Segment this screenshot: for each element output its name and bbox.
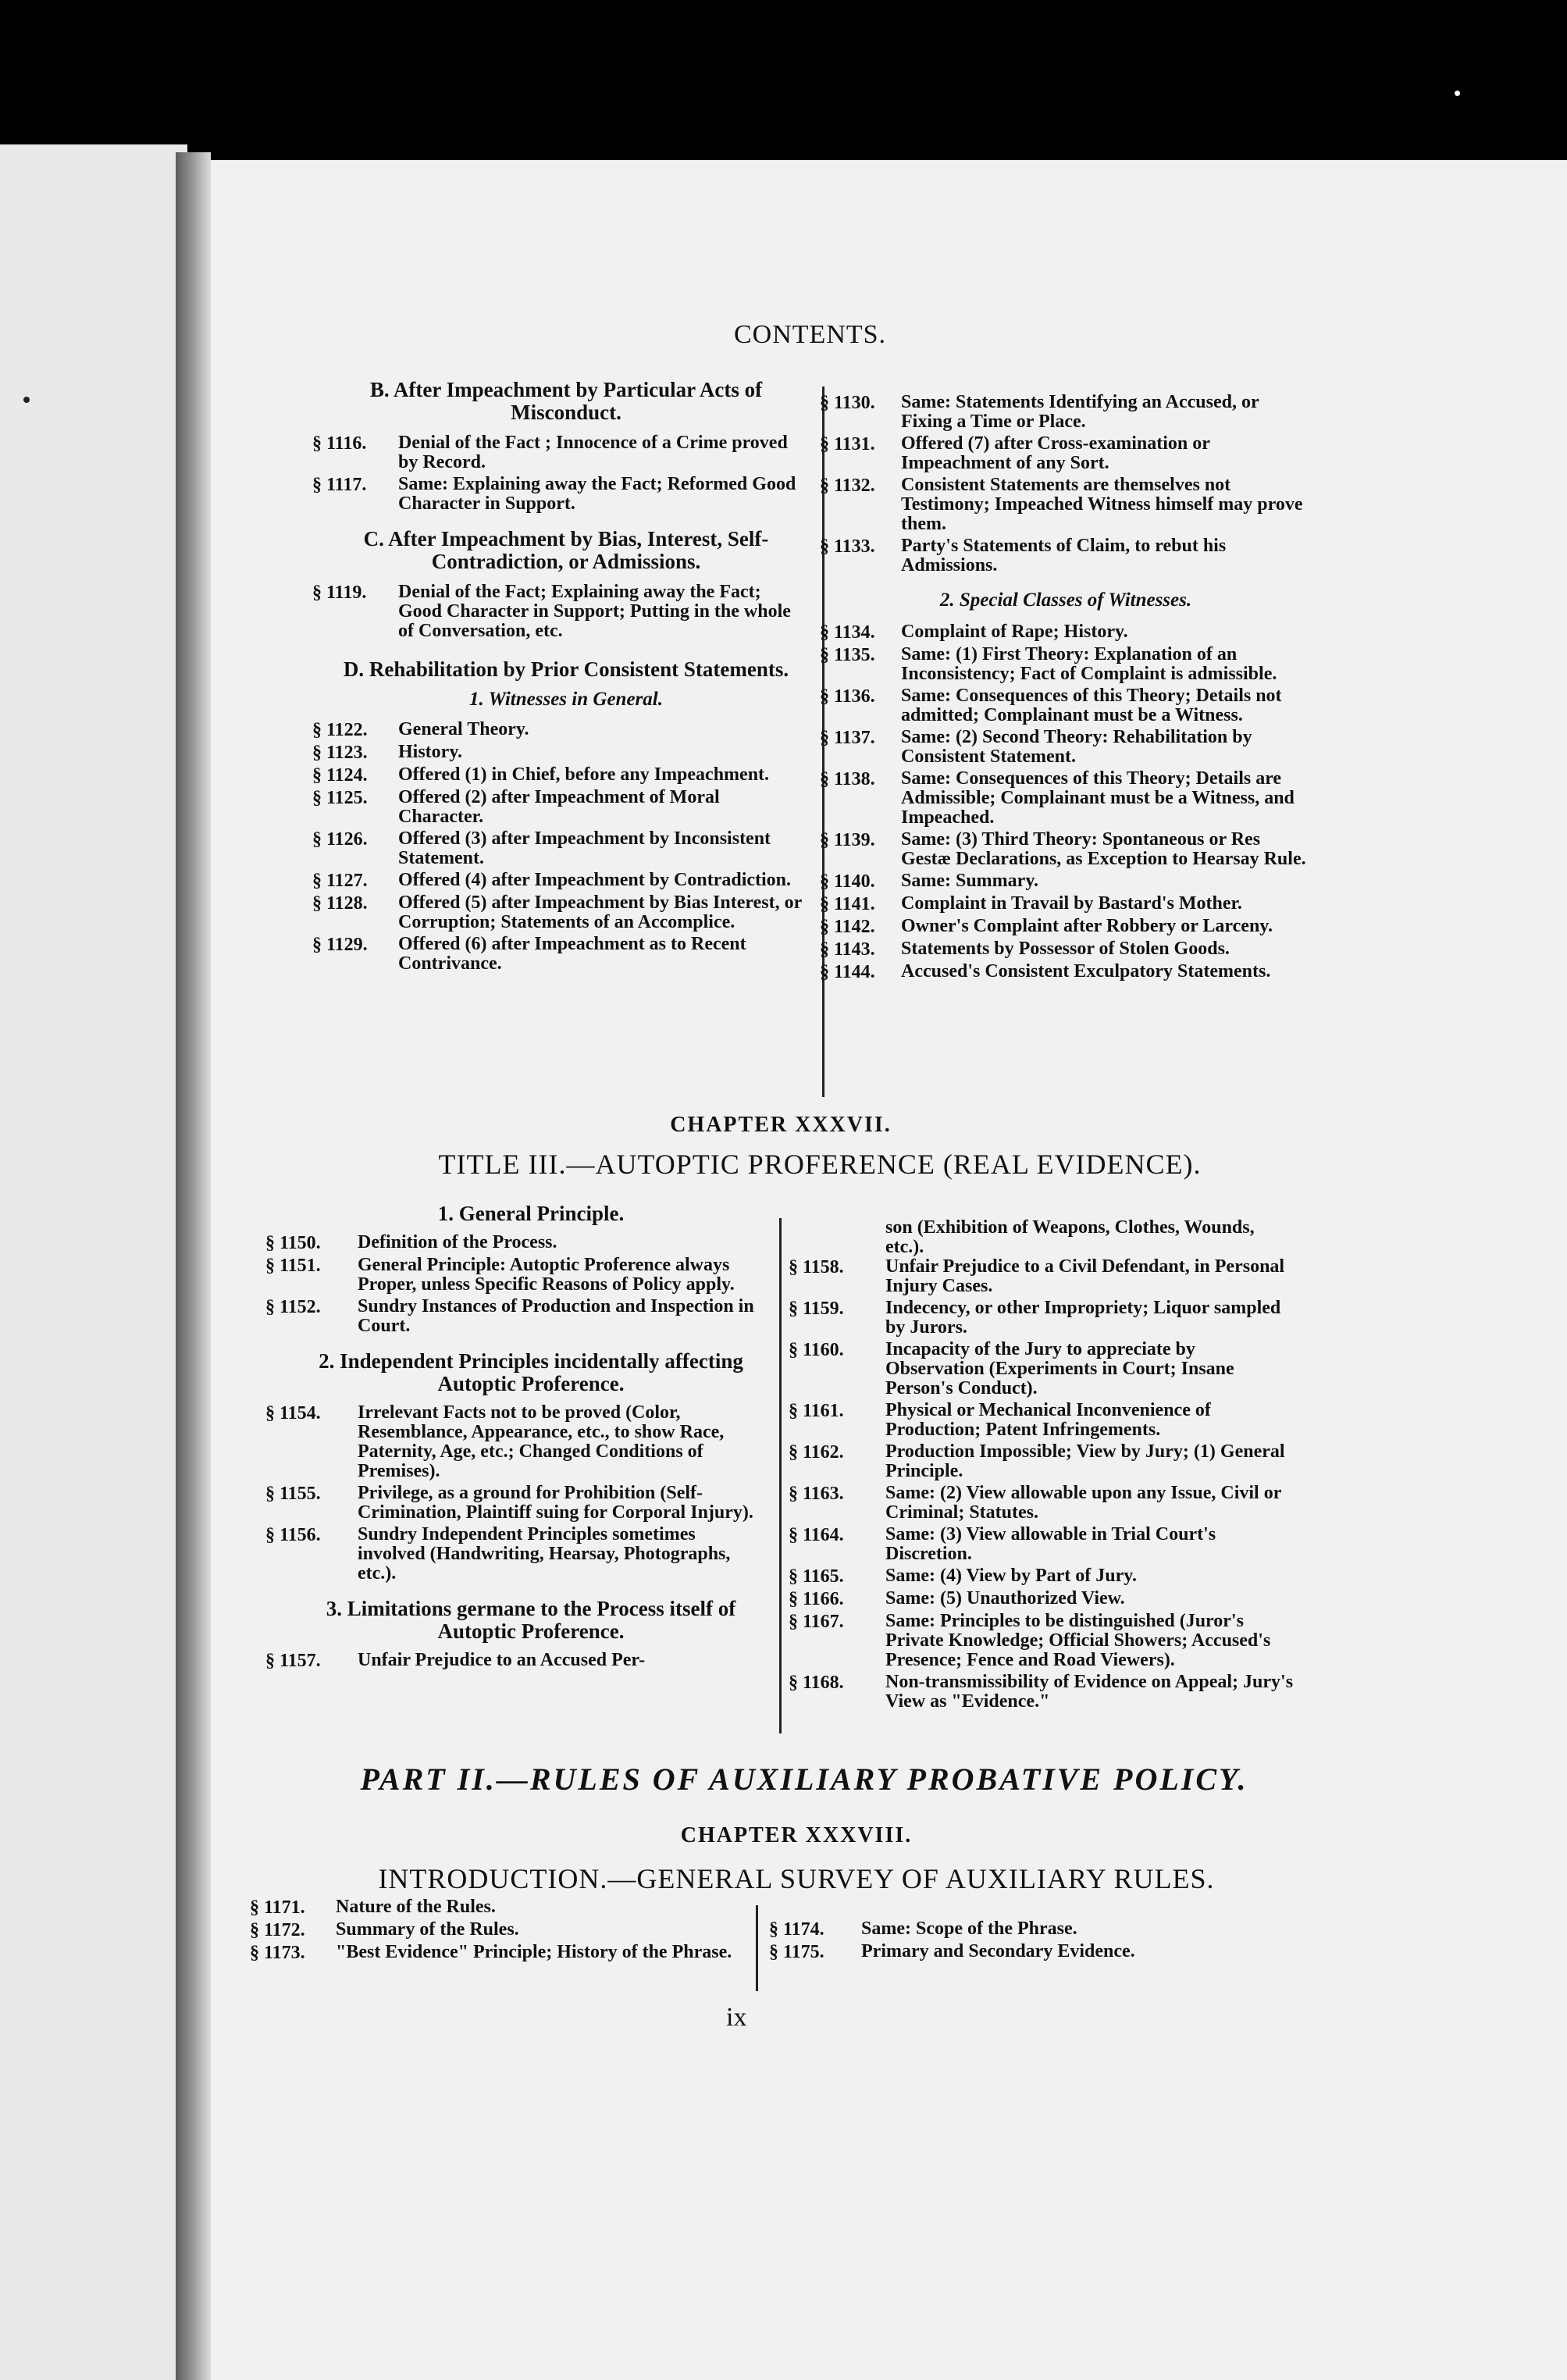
entry-title: Same: (4) View by Part of Jury. (885, 1566, 1137, 1586)
contents-entry (769, 1942, 1269, 1962)
section-number: § 1130. (820, 393, 875, 413)
section-number: § 1138. (820, 769, 875, 789)
heading-independent-principles: 2. Independent Principles incidentally affecting Autoptic Proference. (319, 1349, 743, 1395)
section-number: § 1175. (769, 1942, 824, 1962)
contents-entry (820, 645, 1312, 684)
contents-entry (820, 536, 1312, 575)
entry-title: Non-transmissibility of Evidence on Appeal; Jury's View as "Evidence." (885, 1672, 1294, 1712)
entry-title: Offered (6) after Impeachment as to Recent Contrivance. (398, 934, 746, 974)
contents-entry (265, 1256, 765, 1295)
entry-title: Offered (3) after Impeachment by Inconsistent Statement. (398, 828, 771, 868)
entry-title: Sundry Independent Principles sometimes involved (Handwriting, Hearsay, Photographs, etc.). (358, 1524, 731, 1584)
section-number: § 1165. (789, 1566, 844, 1587)
entry-title: Same: Consequences of this Theory; Details not admitted; Complainant must be a Witness. (901, 686, 1282, 725)
section-number: § 1150. (265, 1233, 321, 1253)
entry-title: Offered (1) in Chief, before any Impeachment. (398, 764, 770, 785)
entry-title: Same: Scope of the Phrase. (861, 1919, 1077, 1939)
heading-b: B. After Impeachment by Particular Acts of Misconduct. (369, 378, 763, 424)
section-number: § 1122. (312, 720, 368, 740)
section-number: § 1142. (820, 917, 875, 937)
entry-title: Privilege, as a ground for Prohibition (Self-Crimination, Plaintiff suing for Corporal Injury). (358, 1483, 753, 1523)
section-number: § 1124. (312, 765, 368, 786)
entry-title: Nature of the Rules. (336, 1897, 496, 1917)
entry-title: General Theory. (398, 719, 529, 739)
contents-entry (820, 830, 1312, 869)
contents-entry (312, 935, 804, 974)
contents-entry (312, 433, 804, 472)
entry-title: History. (398, 742, 462, 762)
section-number: § 1129. (312, 935, 368, 955)
entry-title: Owner's Complaint after Robbery or Larceny. (901, 916, 1273, 936)
entry-title: Irrelevant Facts not to be proved (Color, Resemblance, Appearance, etc., to show Race, Paternity, Age, etc.; Changed Conditions of Premises). (358, 1402, 725, 1481)
entry-title: Complaint in Travail by Bastard's Mother. (901, 893, 1242, 914)
entry-title: Statements by Possessor of Stolen Goods. (901, 939, 1230, 959)
heading-c: C. After Impeachment by Bias, Interest, Self-Contradiction, or Admissions. (363, 527, 769, 573)
title-3-heading: TITLE III.—AUTOPTIC PROFERENCE (REAL EVIDENCE). (438, 1149, 1202, 1180)
entry-title: Sundry Instances of Production and Inspection in Court. (358, 1296, 754, 1336)
section-number: § 1119. (312, 583, 367, 603)
contents-entry (820, 622, 1312, 643)
entry-title: Same: Explaining away the Fact; Reformed Good Character in Support. (398, 474, 796, 514)
contents-entry (312, 475, 804, 514)
part-2-heading: PART II.—RULES OF AUXILIARY PROBATIVE POLICY. (360, 1762, 1248, 1797)
contents-entry (312, 829, 804, 868)
contents-entry (265, 1484, 765, 1523)
contents-entry (265, 1525, 765, 1584)
section-number: § 1157. (265, 1651, 321, 1671)
chapter-38-heading: CHAPTER XXXVIII. (680, 1823, 913, 1847)
contents-entry (789, 1612, 1296, 1670)
dust-speck (1455, 91, 1460, 96)
heading-limitations: 3. Limitations germane to the Process itself of Autoptic Proference. (326, 1597, 736, 1643)
section-number: § 1166. (789, 1589, 844, 1609)
section-number: § 1171. (250, 1897, 305, 1918)
entry-title: Incapacity of the Jury to appreciate by Observation (Experiments in Court; Insane Person's Conduct). (885, 1339, 1234, 1398)
section-number: § 1143. (820, 939, 875, 960)
section-number: § 1140. (820, 871, 875, 892)
section-number: § 1126. (312, 829, 368, 850)
contents-entry (265, 1297, 765, 1336)
contents-entry (250, 1943, 734, 1963)
section-number: § 1141. (820, 894, 875, 914)
entry-title: Offered (7) after Cross-examination or Impeachment of any Sort. (901, 433, 1210, 473)
entry-title: Offered (4) after Impeachment by Contradiction. (398, 870, 792, 890)
contents-entry (312, 583, 804, 641)
contents-entry (250, 1897, 734, 1918)
contents-entry (769, 1919, 1269, 1940)
contents-entry (820, 686, 1312, 725)
section-number: § 1133. (820, 536, 875, 557)
entry-title: Accused's Consistent Exculpatory Statements. (901, 961, 1271, 982)
contents-entry (312, 871, 804, 891)
heading-general-principle: 1. General Principle. (437, 1202, 625, 1225)
entry-title: Unfair Prejudice to an Accused Per- (358, 1650, 646, 1670)
entry-title: Production Impossible; View by Jury; (1) General Principle. (885, 1441, 1285, 1481)
entry-title: Same: (3) Third Theory: Spontaneous or Res Gestæ Declarations, as Exception to Hearsay Rule. (901, 829, 1306, 869)
facing-page-edge (0, 144, 187, 2380)
entry-title: Same: Summary. (901, 871, 1038, 891)
contents-entry (820, 728, 1312, 767)
contents-entry (789, 1589, 1296, 1609)
section-number: § 1117. (312, 475, 367, 495)
entry-title: Same: Principles to be distinguished (Juror's Private Knowledge; Official Showers; Accused's Presence; Fence and Road Viewers). (885, 1611, 1271, 1670)
contents-entry (265, 1233, 765, 1253)
entry-title: Consistent Statements are themselves not Testimony; Impeached Witness himself may prove them. (901, 475, 1303, 534)
section-number: § 1158. (789, 1257, 844, 1277)
contents-entry (820, 393, 1312, 432)
entry-title: Summary of the Rules. (336, 1919, 519, 1940)
right-column-top (820, 393, 1312, 985)
section-number: § 1154. (265, 1403, 321, 1423)
subheading-special-classes: 2. Special Classes of Witnesses. (939, 590, 1192, 611)
contents-entry (820, 769, 1312, 828)
entry-title: Complaint of Rape; History. (901, 622, 1128, 642)
section-number: § 1161. (789, 1401, 844, 1421)
contents-entry (820, 962, 1312, 982)
entry-continuation: son (Exhibition of Weapons, Clothes, Wounds, etc.). (885, 1217, 1255, 1257)
entry-title: Offered (2) after Impeachment of Moral Character. (398, 787, 720, 827)
column-rule-middle (779, 1218, 782, 1733)
entry-title: Party's Statements of Claim, to rebut his Admissions. (901, 536, 1227, 575)
chapter-37-heading: CHAPTER XXXVII. (670, 1113, 892, 1137)
contents-entry (789, 1257, 1296, 1296)
running-head: CONTENTS. (734, 320, 887, 349)
entry-title: Same: Statements Identifying an Accused, or Fixing a Time or Place. (901, 392, 1259, 432)
section-number: § 1123. (312, 743, 368, 763)
contents-entry (250, 1920, 734, 1940)
book-gutter (176, 152, 211, 2380)
section-number: § 1168. (789, 1673, 844, 1693)
page-folio: ix (726, 2003, 747, 2032)
entry-title: Definition of the Process. (358, 1232, 557, 1252)
contents-entry (312, 765, 804, 786)
entry-title: Indecency, or other Impropriety; Liquor sampled by Jurors. (885, 1298, 1281, 1338)
section-number: § 1152. (265, 1297, 321, 1317)
column-rule-bottom (756, 1905, 758, 1991)
entry-title: General Principle: Autoptic Proference always Proper, unless Specific Reasons of Policy apply. (358, 1255, 735, 1295)
introduction-heading: INTRODUCTION.—GENERAL SURVEY OF AUXILIARY RULES. (378, 1863, 1215, 1894)
section-number: § 1128. (312, 893, 368, 914)
section-number: § 1127. (312, 871, 368, 891)
contents-entry (789, 1401, 1296, 1440)
entry-title: Offered (5) after Impeachment by Bias Interest, or Corruption; Statements of an Accomplice. (398, 892, 802, 932)
contents-entry (820, 476, 1312, 534)
left-column-top (312, 379, 804, 976)
entry-title: Denial of the Fact; Explaining away the Fact; Good Character in Support; Putting in the whole of Conversation, etc. (398, 582, 791, 641)
section-number: § 1132. (820, 476, 875, 496)
contents-entry (789, 1566, 1296, 1587)
contents-entry (312, 720, 804, 740)
section-number: § 1159. (789, 1299, 844, 1319)
section-number: § 1160. (789, 1340, 844, 1360)
entry-title: Same: (3) View allowable in Trial Court's Discretion. (885, 1524, 1216, 1564)
section-number: § 1155. (265, 1484, 321, 1504)
left-column-bottom (250, 1897, 734, 1965)
scan-mark (23, 397, 30, 403)
section-number: § 1125. (312, 788, 368, 808)
section-number: § 1116. (312, 433, 367, 454)
section-number: § 1167. (789, 1612, 844, 1632)
contents-entry (265, 1651, 765, 1671)
subheading-witnesses-general: 1. Witnesses in General. (469, 689, 663, 710)
contents-entry (312, 893, 804, 932)
contents-entry (820, 871, 1312, 892)
contents-entry (820, 894, 1312, 914)
contents-entry (789, 1484, 1296, 1523)
section-number: § 1156. (265, 1525, 321, 1545)
contents-entry (265, 1403, 765, 1481)
contents-entry (789, 1299, 1296, 1338)
section-number: § 1163. (789, 1484, 844, 1504)
section-number: § 1162. (789, 1442, 844, 1463)
entry-title: Physical or Mechanical Inconvenience of Production; Patent Infringements. (885, 1400, 1211, 1440)
section-number: § 1137. (820, 728, 875, 748)
contents-entry (820, 939, 1312, 960)
contents-entry (789, 1442, 1296, 1481)
contents-entry (789, 1340, 1296, 1398)
section-number: § 1151. (265, 1256, 321, 1276)
section-number: § 1173. (250, 1943, 305, 1963)
left-column-middle (265, 1202, 765, 1673)
section-number: § 1136. (820, 686, 875, 707)
entry-title: Denial of the Fact ; Innocence of a Crime proved by Record. (398, 433, 788, 472)
section-number: § 1144. (820, 962, 875, 982)
right-column-bottom (769, 1919, 1269, 1965)
contents-entry (820, 917, 1312, 937)
section-number: § 1139. (820, 830, 875, 850)
section-number: § 1134. (820, 622, 875, 643)
entry-title: Same: (1) First Theory: Explanation of an Inconsistency; Fact of Complaint is admissible. (901, 644, 1277, 684)
entry-title: Unfair Prejudice to a Civil Defendant, in Personal Injury Cases. (885, 1256, 1285, 1296)
contents-entry (820, 434, 1312, 473)
contents-entry (789, 1525, 1296, 1564)
contents-entry (789, 1673, 1296, 1712)
right-column-middle (789, 1218, 1296, 1714)
entry-title: Same: (5) Unauthorized View. (885, 1588, 1125, 1609)
entry-title: Same: Consequences of this Theory; Details are Admissible; Complainant must be a Witness, and Impeached. (901, 768, 1295, 828)
entry-title: Same: (2) View allowable upon any Issue, Civil or Criminal; Statutes. (885, 1483, 1281, 1523)
section-number: § 1164. (789, 1525, 844, 1545)
contents-entry (312, 788, 804, 827)
heading-d: D. Rehabilitation by Prior Consistent Statements. (343, 657, 789, 681)
section-number: § 1135. (820, 645, 875, 665)
entry-title: Primary and Secondary Evidence. (861, 1941, 1135, 1961)
section-number: § 1172. (250, 1920, 305, 1940)
section-number: § 1174. (769, 1919, 824, 1940)
entry-title: "Best Evidence" Principle; History of the Phrase. (336, 1942, 732, 1962)
entry-title: Same: (2) Second Theory: Rehabilitation by Consistent Statement. (901, 727, 1252, 767)
section-number: § 1131. (820, 434, 875, 454)
contents-entry (312, 743, 804, 763)
